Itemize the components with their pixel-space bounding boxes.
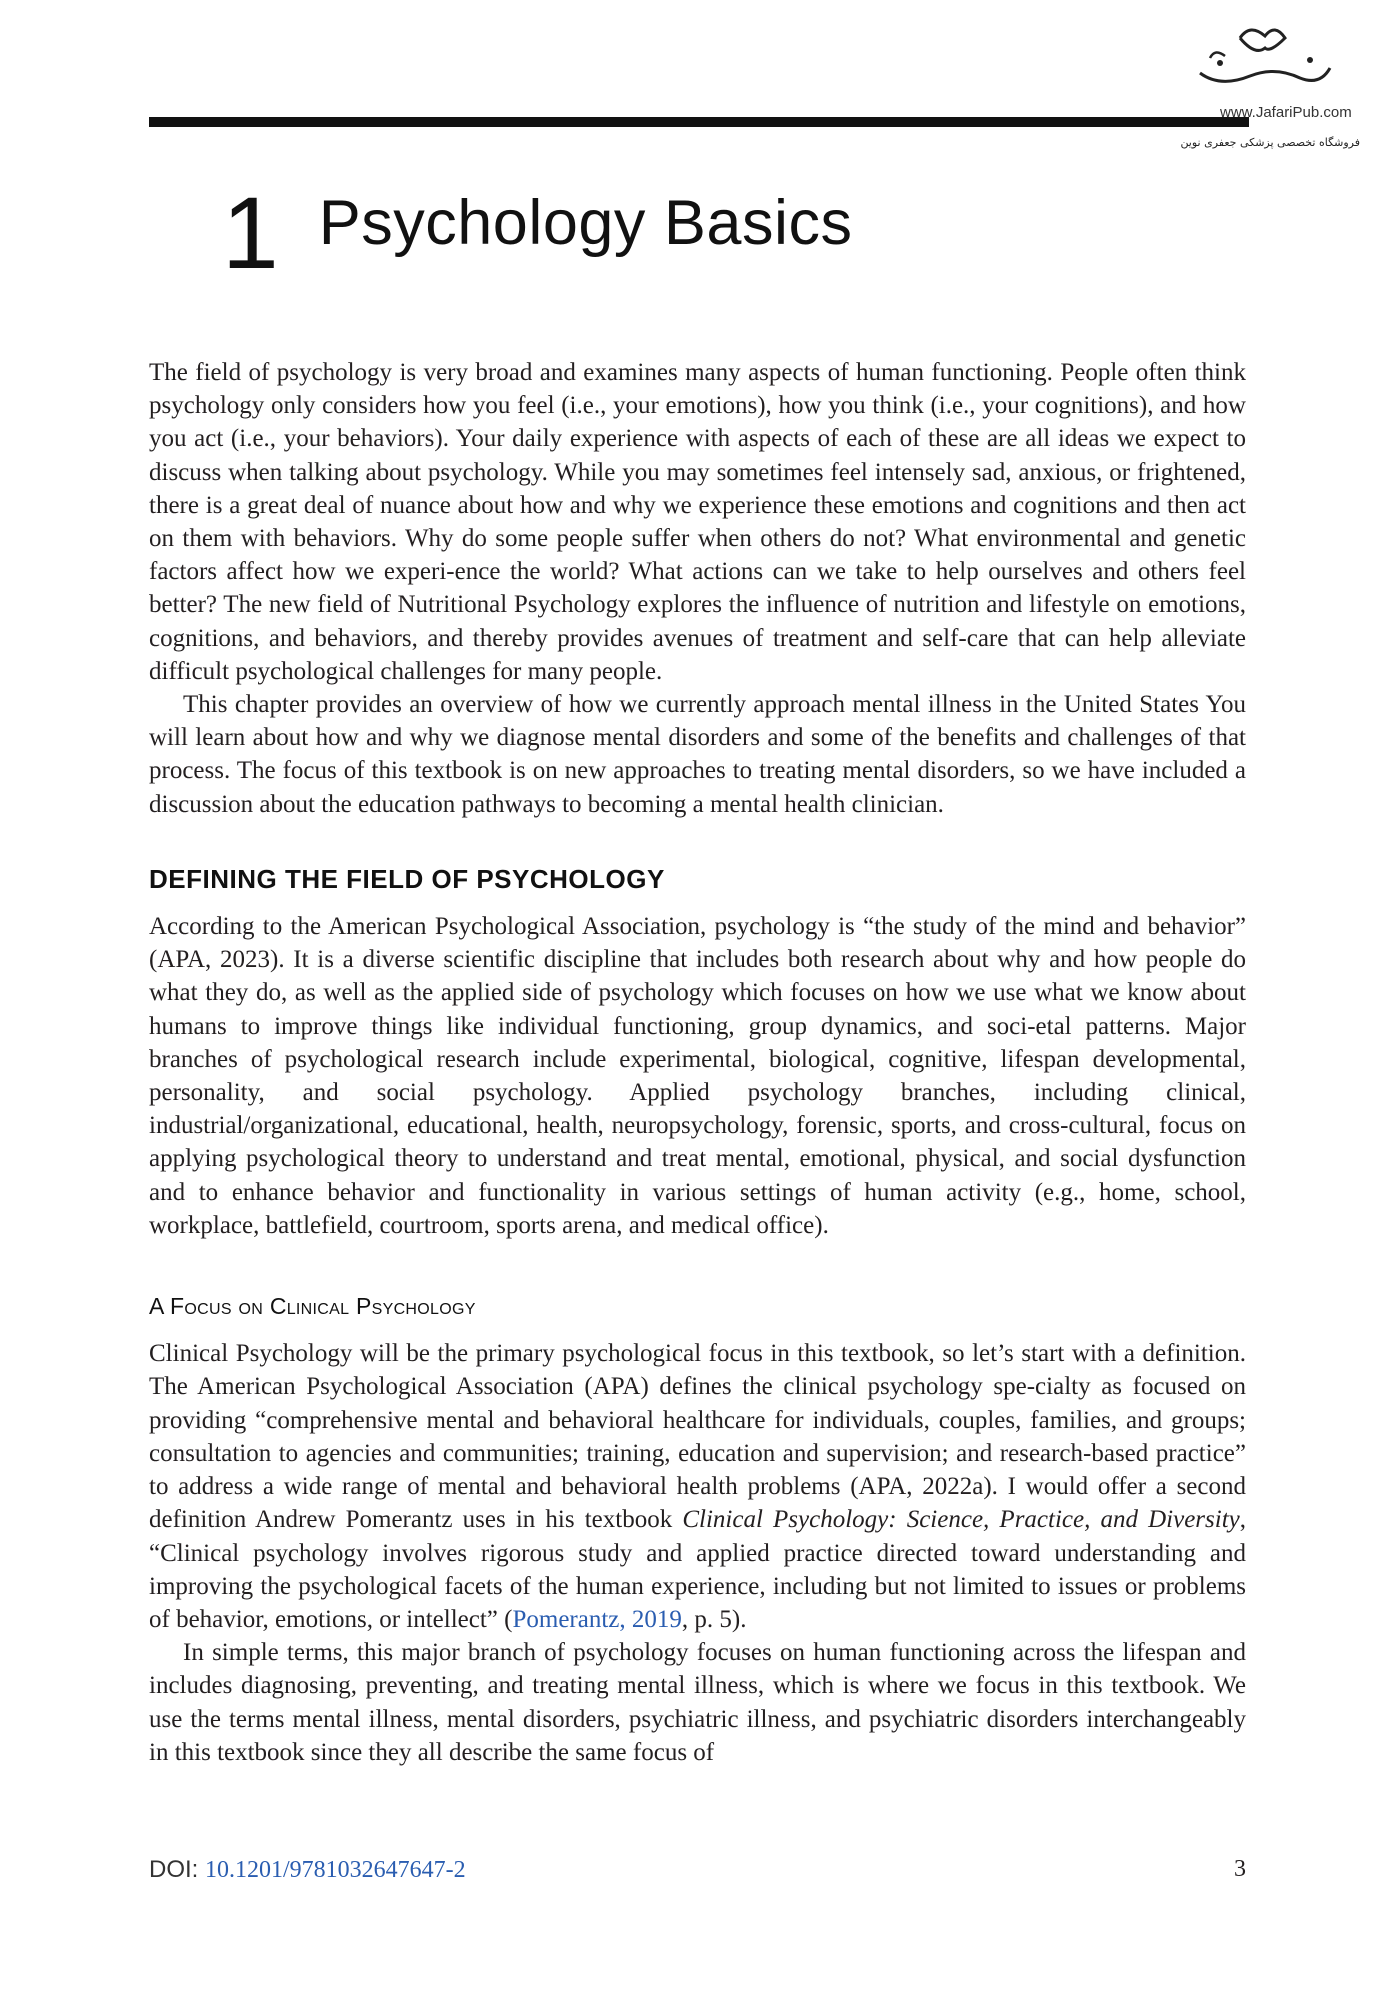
doi-link[interactable]: 10.1201/9781032647647-2 (205, 1857, 466, 1883)
doi (149, 1856, 466, 1884)
section1-paragraph: According to the American Psychological Association, psychology is “the study of the mind and behavior” (APA, 2023). It is a diverse scientific discipline that includes both research about why and how people do what they do, as well as the applied side of psychology which focuses on how we use what we know about humans to improve things like individual functioning, group dynamics, and soci-etal patterns. Major branches of psychological research include experimental, biological, cognitive, lifespan developmental, personality, and social psychology. Applied psychology branches, including clinical, industrial/organizational, educational, health, neuropsychology, forensic, sports, and cross-cultural, focus on applying psychological theory to understand and treat mental, emotional, physical, and social dysfunction and to enhance behavior and functionality in various settings of human activity (e.g., home, school, workplace, battlefield, courtroom, sports arena, and medical office). (149, 913, 1246, 1239)
jafari-logo-icon (1180, 18, 1340, 98)
book-title-italic: Clinical Psychology: Science, Practice, and Diversity (682, 1506, 1240, 1534)
section-heading-defining: DEFINING THE FIELD OF PSYCHOLOGY (149, 863, 665, 894)
section2-paragraph-1 (149, 1337, 1246, 1636)
intro-paragraph-2: This chapter provides an overview of how we currently approach mental illness in the United States You will learn about how and why we diagnose mental disorders and some of the benefits and challenges of that process. The focus of this textbook is on new approaches to treating mental disorders, so we have included a discussion about the education pathways to becoming a mental health clinician. (149, 691, 1246, 818)
intro-paragraph-1: The field of psychology is very broad and examines many aspects of human functioning. People often think psychology only considers how you feel (i.e., your emotions), how you think (i.e., your cognitions), and how you act (i.e., your behaviors). Your daily experience with aspects of each of these are all ideas we expect to discuss when talking about psychology. While you may sometimes feel intensely sad, anxious, or frightened, there is a great deal of nuance about how and why we experience these emotions and cognitions and then act on them with behaviors. Why do some people suffer when others do not? What environmental and genetic factors affect how we experi-ence the world? What actions can we take to help ourselves and others feel better? The new field of Nutritional Psychology explores the influence of nutrition and lifestyle on emotions, cognitions, and behaviors, and thereby provides avenues of treatment and self-care that can help alleviate difficult psychological challenges for many people. (149, 359, 1246, 685)
citation-link[interactable]: Pomerantz, 2019 (512, 1605, 682, 1633)
section-heading-clinical: A Focus on Clinical Psychology (149, 1293, 476, 1320)
chapter-heading (222, 172, 853, 290)
chapter-number: 1 (222, 176, 279, 290)
logo-persian-text: فروشگاه تخصصی پزشکی جعفری نوین (1180, 136, 1360, 149)
text-run: Clinical Psychology will be the primary psychological focus in this textbook, so let’s start with a definition. The American Psychological Association (APA) defines the clinical psychology spe-cialty as focused on providing “comprehensive mental and behavioral healthcare for individuals, couples, families, and groups; consultation to agencies and communities; training, education and supervision; and research-based practice” to address a wide range of mental and behavioral health problems (APA, 2022a). I would offer a second definition Andrew Pomerantz uses in his textbook (149, 1340, 1246, 1534)
page-number: 3 (1234, 1856, 1246, 1882)
publisher-logo (1160, 18, 1360, 158)
text-run: , p. 5). (681, 1605, 747, 1633)
page-footer (149, 1856, 1246, 1884)
text-run: , “Clinical psychology involves rigorous study and applied practice directed toward understanding and improving the psychological facets of the human experience, including but not limited to issues or problems of behavior, emotions, or intellect” ( (149, 1506, 1247, 1633)
main-body (149, 356, 1246, 1769)
chapter-title: Psychology Basics (318, 188, 853, 258)
doi-label: DOI: (149, 1856, 206, 1883)
section2-paragraph-2: In simple terms, this major branch of psychology focuses on human functioning across the lifespan and includes diagnosing, preventing, and treating mental illness, which is where we focus in this textbook. We use the terms mental illness, mental disorders, psychiatric illness, and psychiatric disorders interchangeably in this textbook since they all describe the same focus of (149, 1639, 1246, 1766)
top-rule (149, 117, 1249, 127)
logo-url: www.JafariPub.com (1220, 104, 1352, 121)
